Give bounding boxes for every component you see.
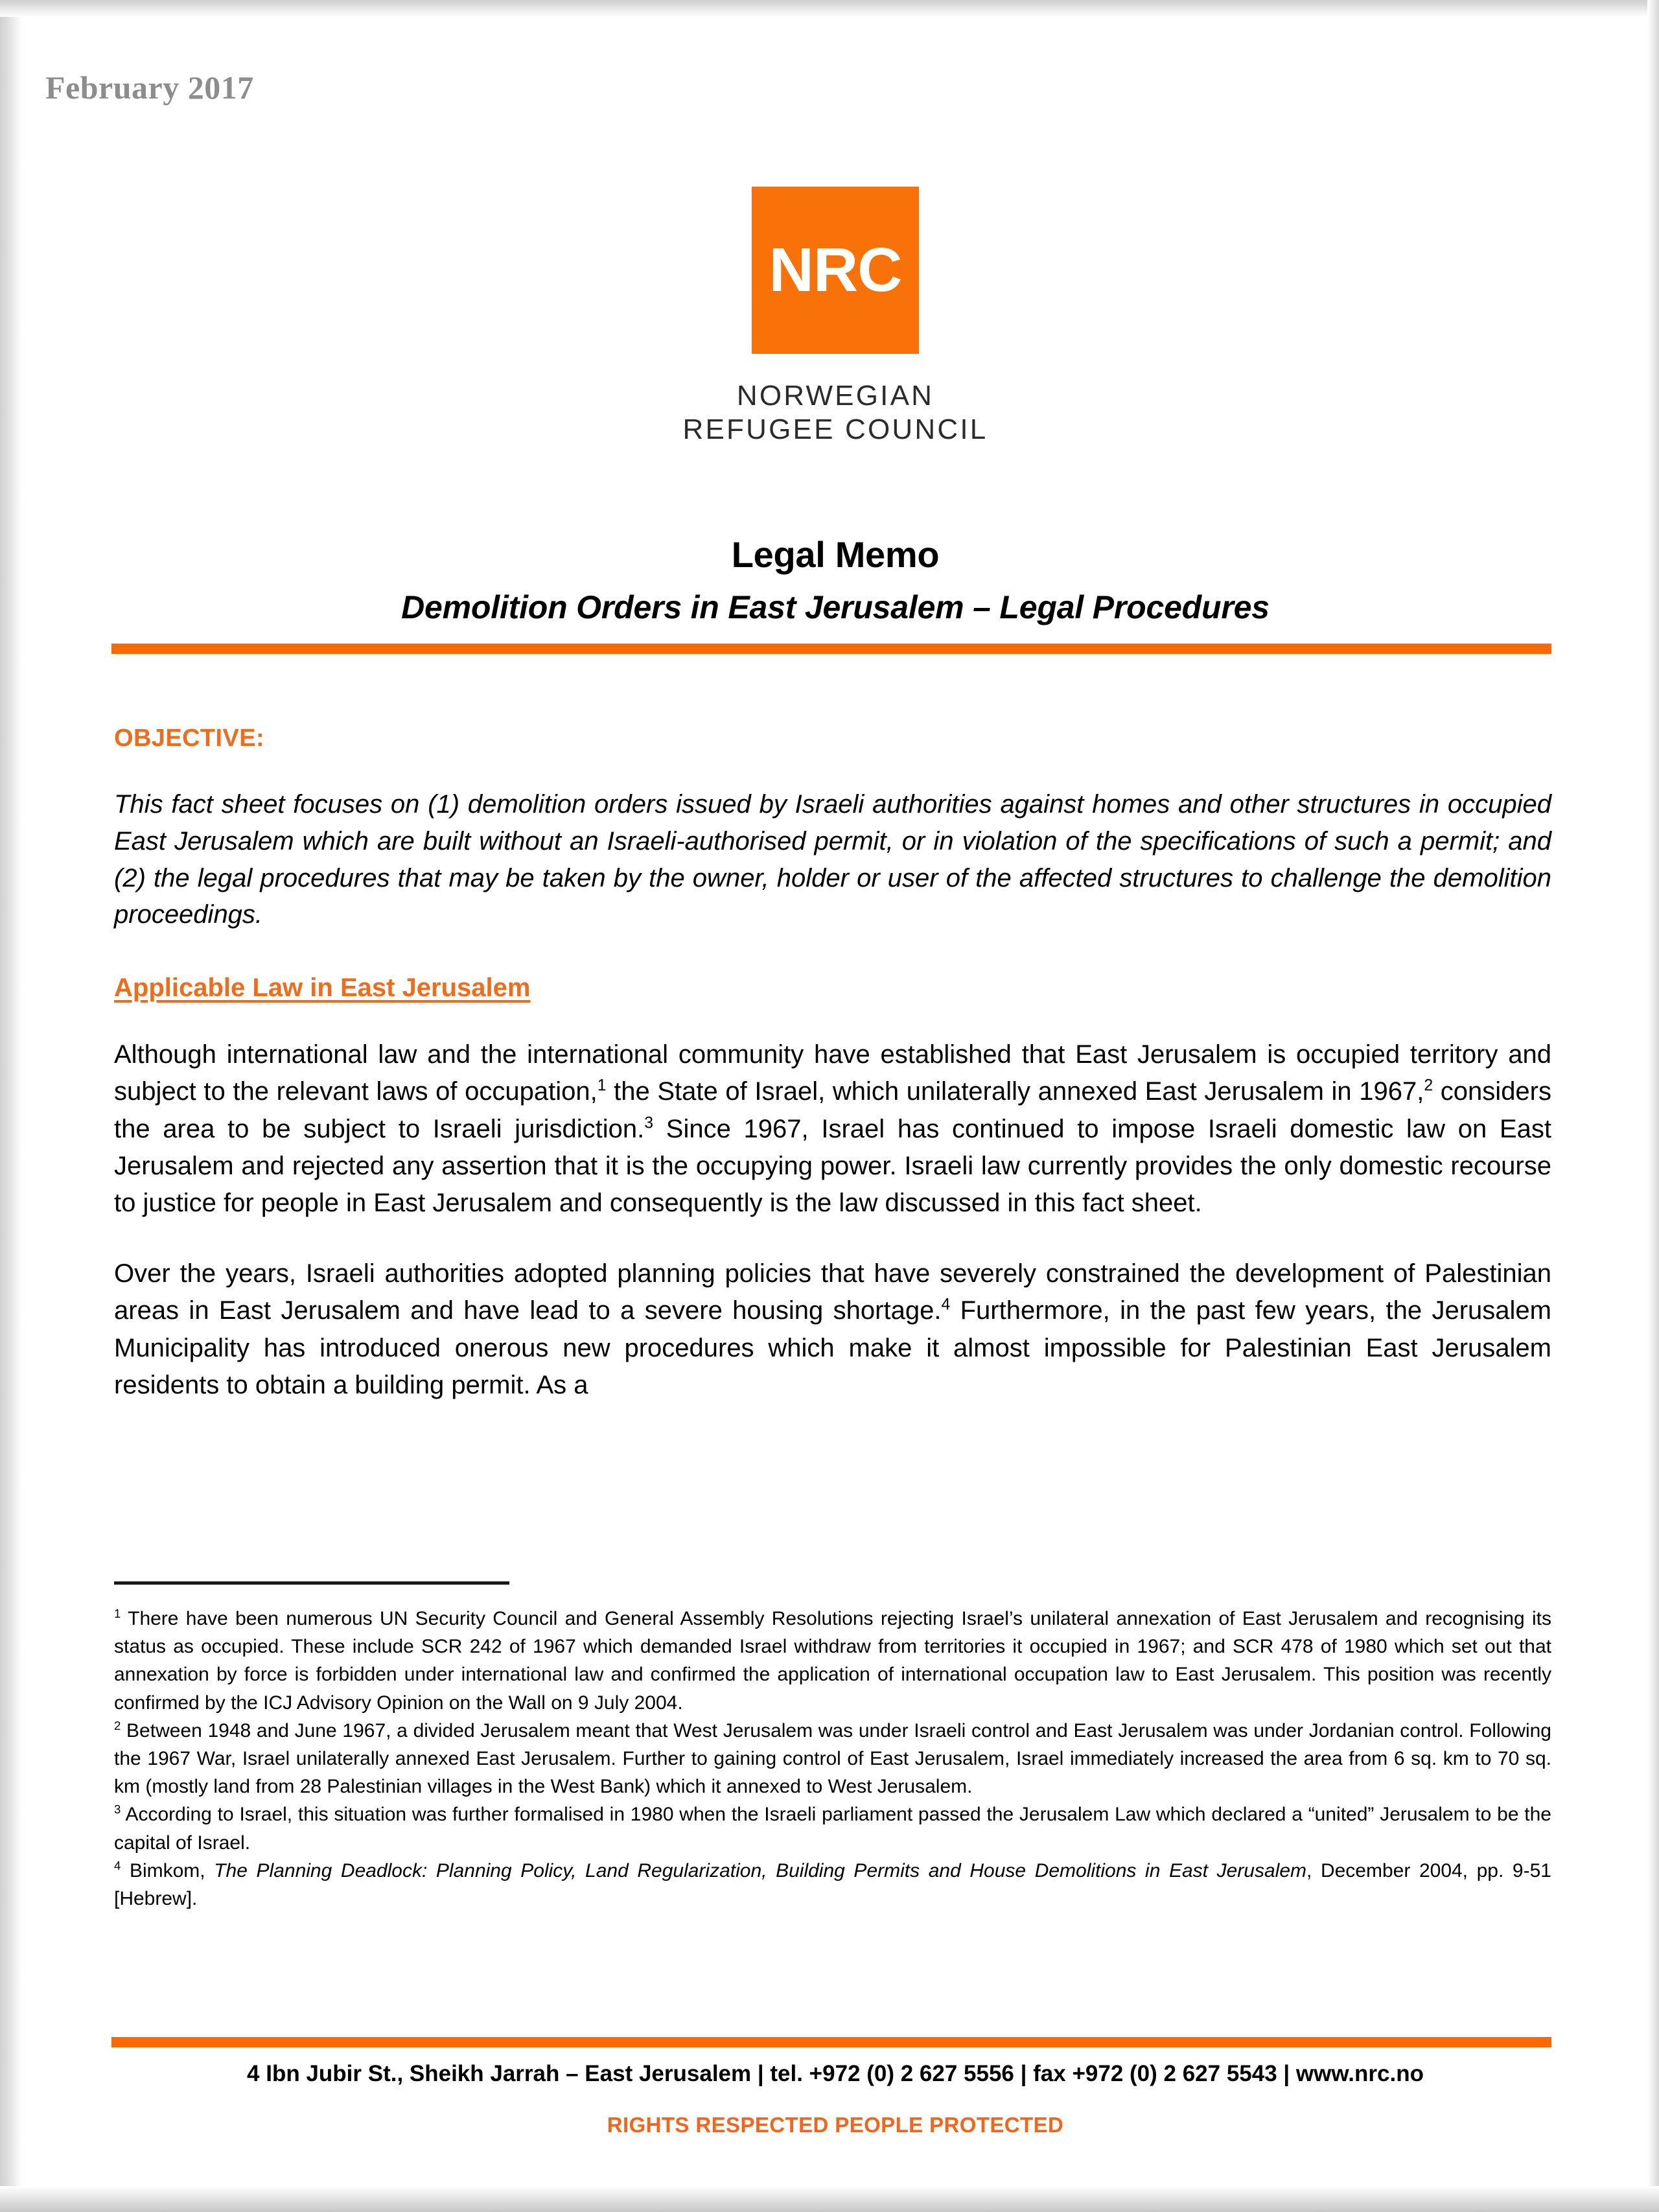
footnote-marker: 2 — [114, 1718, 121, 1732]
nrc-logo-initials: NRC — [769, 235, 902, 305]
section-applicable-law — [114, 933, 1551, 1404]
document-subtitle: Demolition Orders in East Jerusalem – Legal Procedures — [401, 589, 1270, 625]
footnote-separator — [114, 1581, 509, 1585]
footnote-item — [114, 1800, 1551, 1856]
text-run: , December 2004, pp. 9-51 [Hebrew]. — [114, 1859, 1551, 1909]
footer-contact-line: 4 Ibn Jubir St., Sheikh Jarrah – East Jerusalem | tel. +972 (0) 2 627 5556 | fax +972 (0) 2 627 5543 | www.nrc.no — [247, 2061, 1424, 2086]
footnote-item — [114, 1605, 1551, 1717]
footnotes-list — [114, 1605, 1551, 1913]
page-edge-shadow-bottom — [0, 2186, 1659, 2212]
text-run: There have been numerous UN Security Council and General Assembly Resolutions rejecting Israel’s unilateral annexation of East Jerusalem and recognising its status as occupied. These include SCR 242 of 1967 which demanded Israel withdraw from territories it occupied in 1967; and SCR 478 of 1980 which set out that annexation by force is forbidden under international law and confirmed the application of international occupation law to East Jerusalem. This position was recently confirmed by the ICJ Advisory Opinion on the Wall on 9 July 2004. — [114, 1608, 1551, 1714]
nrc-logo-mark-icon — [752, 187, 919, 354]
footnote-marker: 1 — [114, 1607, 121, 1620]
nrc-logo-wordmark — [23, 379, 1647, 447]
document-title: Legal Memo — [731, 534, 940, 575]
text-run: the State of Israel, which unilaterally annexed East Jerusalem in 1967, — [606, 1077, 1424, 1106]
footer-divider — [111, 2037, 1551, 2047]
cited-title: The Planning Deadlock: Planning Policy, Land Regularization, Building Permits and House Demolitions in East Jerusalem — [214, 1859, 1307, 1881]
nrc-logo-wordmark-line2: REFUGEE COUNCIL — [682, 413, 988, 445]
objective-text: This fact sheet focuses on (1) demolition orders issued by Israeli authorities against homes and other structures in occupied East Jerusalem which are built without an Israeli-authorised permit, or in violation of the specifications of such a permit; and (2) the legal procedures that may be taken by the owner, holder or user of the affected structures to challenge the demolition proceedings. — [114, 790, 1551, 929]
body-paragraph — [114, 1255, 1551, 1404]
page-edge-shadow-left — [0, 0, 22, 2212]
nrc-logo — [23, 187, 1647, 447]
text-run: Although international law and the international community have established that East Jerusalem is occupied territory and subject to the relevant laws of occupation, — [114, 1040, 1551, 1106]
text-run: Over the years, Israeli authorities adopted planning policies that have severely constrained the development of Palestinian areas in East Jerusalem and have lead to a severe housing shortage. — [114, 1259, 1551, 1325]
text-run: Bimkom, — [121, 1859, 215, 1881]
text-run: Furthermore, in the past few years, the Jerusalem Municipality has introduced onerous new procedures which make it almost impossible for Palestinian East Jerusalem residents to obtain a building permit. As a — [114, 1296, 1551, 1399]
document-date: February 2017 — [45, 69, 254, 106]
nrc-logo-wordmark-line1: NORWEGIAN — [736, 380, 934, 412]
text-run: considers the area to be subject to Israeli jurisdiction. — [114, 1077, 1552, 1143]
footnote-marker: 4 — [114, 1858, 121, 1872]
footer-slogan: RIGHTS RESPECTED PEOPLE PROTECTED — [607, 2113, 1064, 2137]
footnote-marker: 1 — [597, 1077, 607, 1095]
objective-label: OBJECTIVE: — [114, 725, 265, 752]
text-run: According to Israel, this situation was further formalised in 1980 when the Israeli parliament passed the Jerusalem Law which declared a “united” Jerusalem to be the capital of Israel. — [114, 1804, 1551, 1854]
section-heading: Applicable Law in East Jerusalem — [114, 973, 531, 1003]
footnote-marker: 2 — [1424, 1077, 1433, 1095]
document-body — [114, 725, 1551, 1404]
footnote-marker: 3 — [114, 1802, 121, 1817]
footnote-marker: 3 — [644, 1114, 654, 1132]
document-page — [23, 18, 1647, 2186]
page-edge-shadow-right — [1647, 0, 1659, 2212]
text-run: Since 1967, Israel has continued to impose Israeli domestic law on East Jerusalem and rejected any assertion that it is the occupying power. Israeli law currently provides the only domestic recourse to justice for people in East Jerusalem and consequently is the law discussed in this fact sheet. — [114, 1114, 1551, 1217]
body-paragraph — [114, 1036, 1551, 1222]
footnote-marker: 4 — [941, 1296, 951, 1314]
footnote-item — [114, 1717, 1551, 1801]
text-run: Between 1948 and June 1967, a divided Jerusalem meant that West Jerusalem was under Israeli control and East Jerusalem was under Jordanian control. Following the 1967 War, Israel unilaterally annexed East Jerusalem. Further to gaining control of East Jerusalem, Israel immediately increased the area from 6 sq. km to 70 sq. km (mostly land from 28 Palestinian villages in the West Bank) which it annexed to West Jerusalem. — [114, 1719, 1551, 1798]
footnote-item — [114, 1857, 1551, 1913]
title-divider — [111, 644, 1551, 654]
page-edge-shadow-top — [0, 0, 1659, 17]
